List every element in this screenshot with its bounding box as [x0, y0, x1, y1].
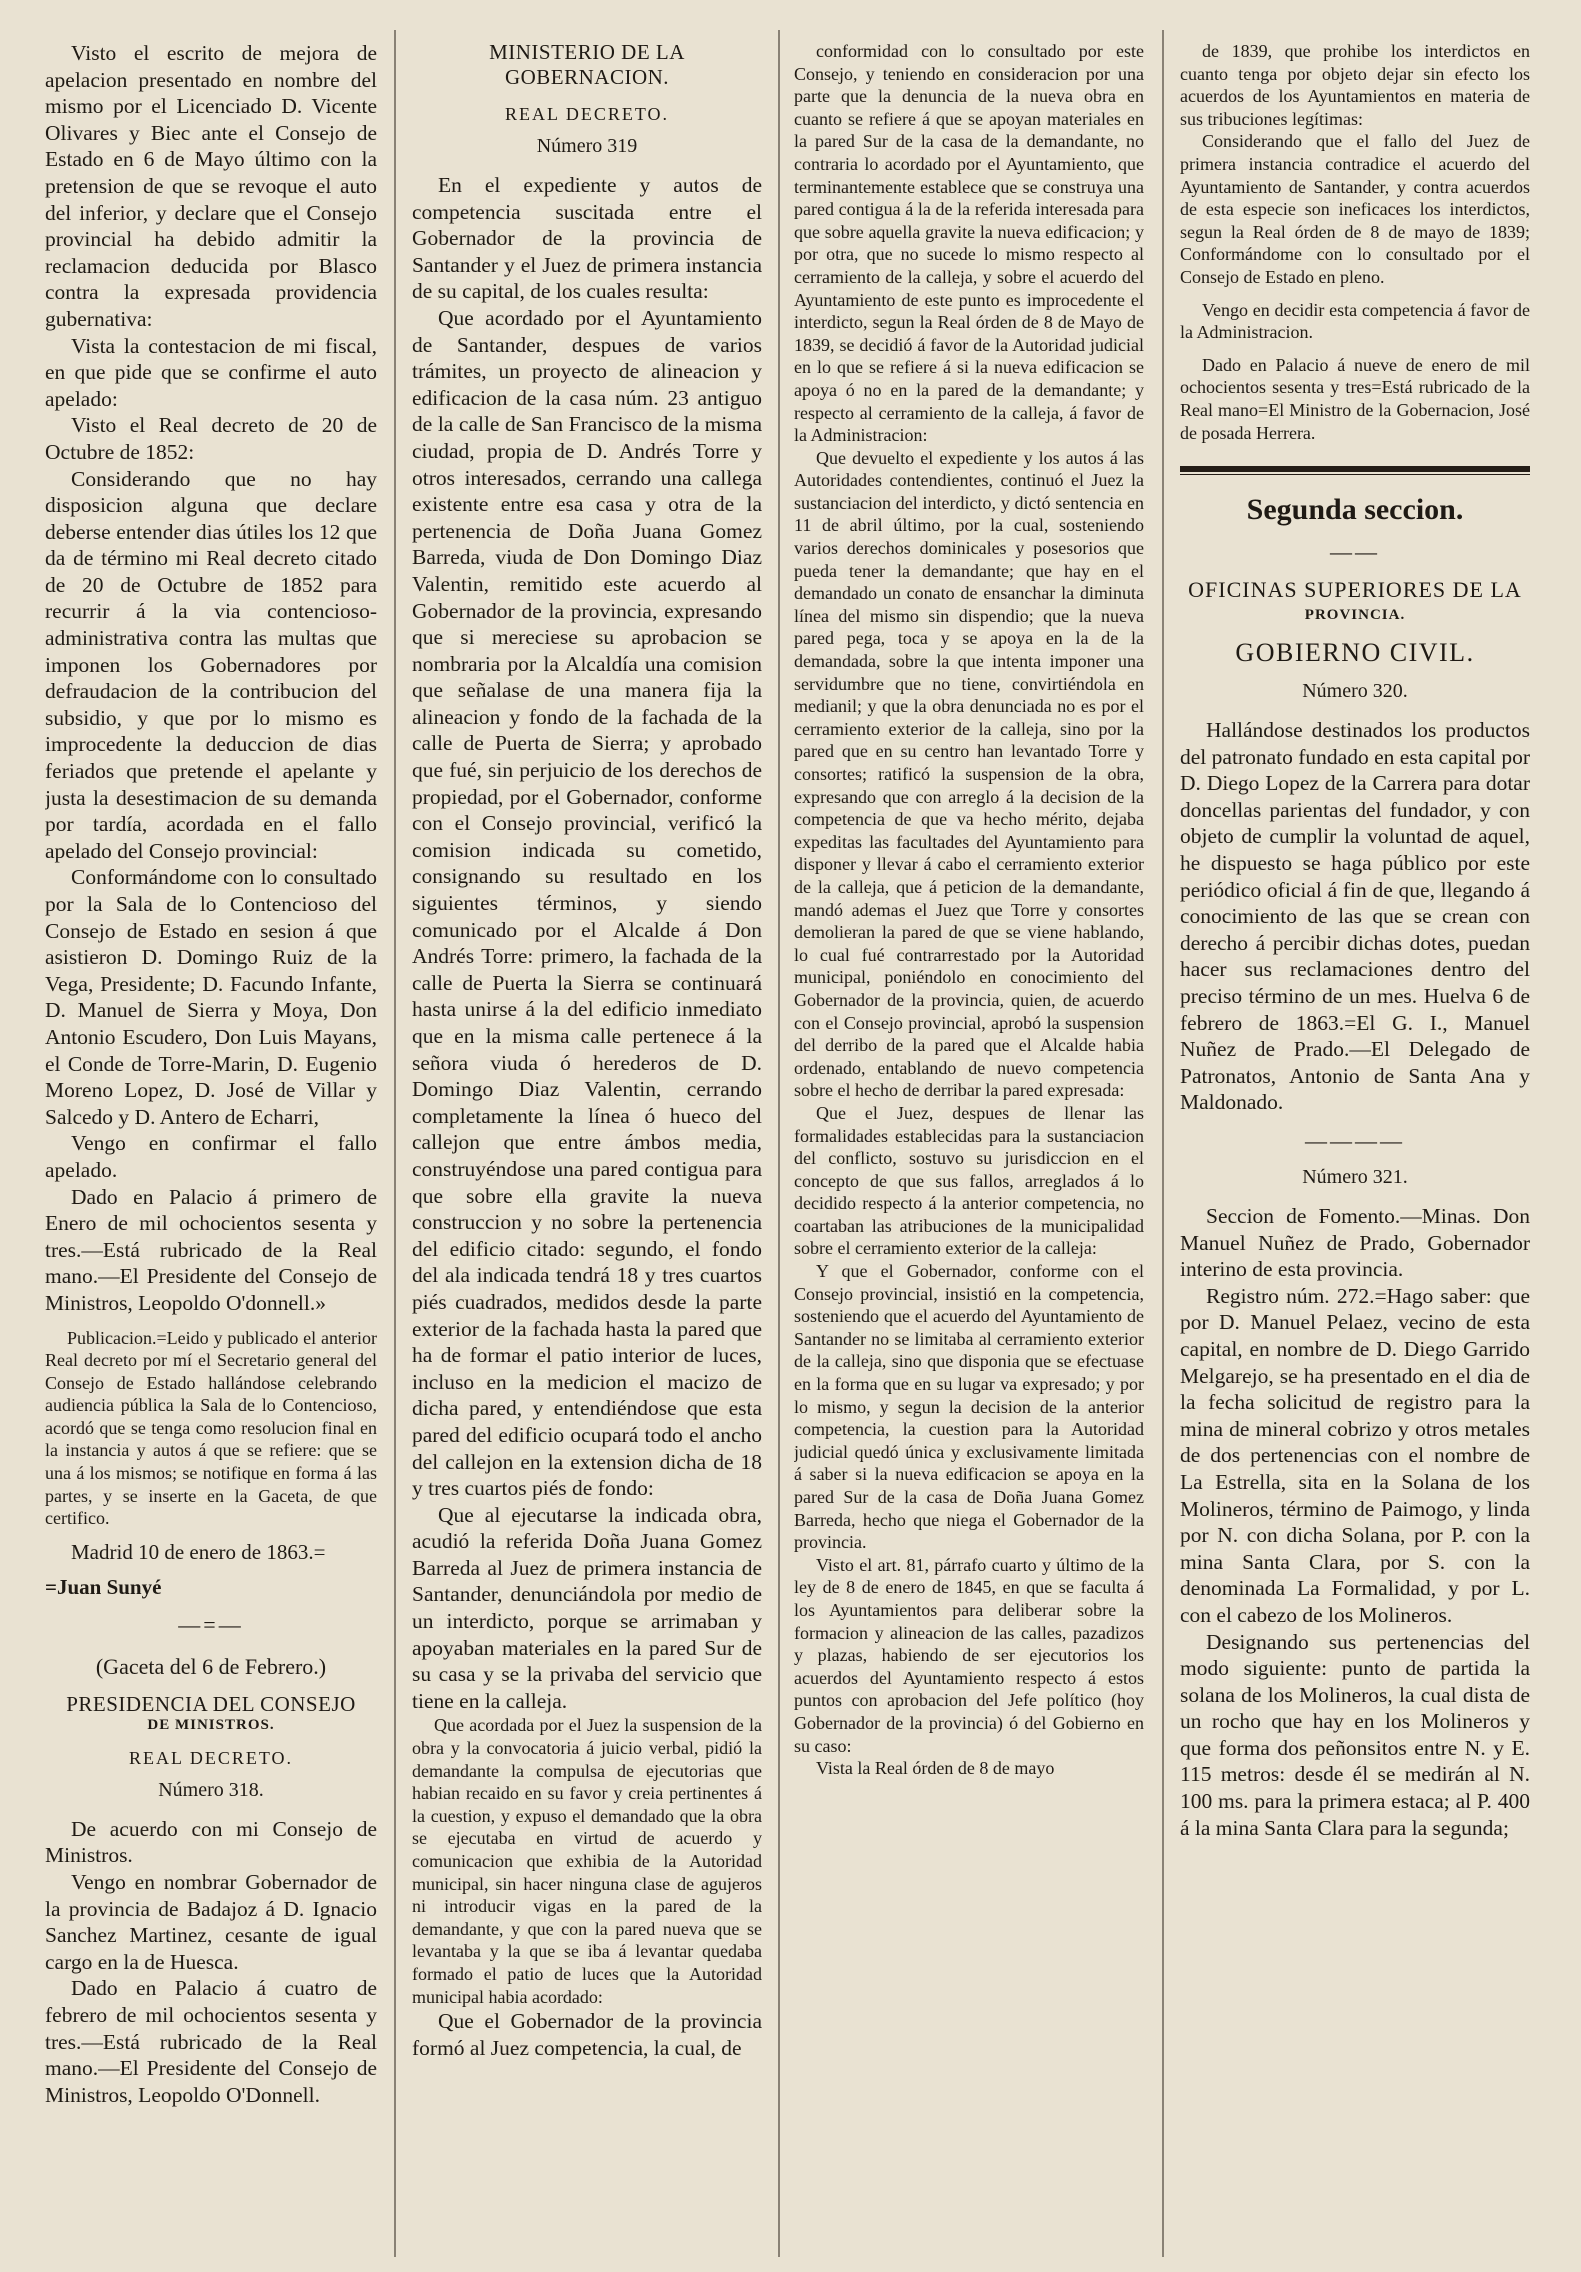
date-line: Madrid 10 de enero de 1863.= — [71, 1539, 326, 1564]
section-subheading: DE MINISTROS. — [147, 1716, 275, 1733]
paragraph: Vista la contestacion de mi fiscal, en que pide que se confirme el auto apelado: — [45, 333, 377, 411]
paragraph-small: de 1839, que prohibe los interdictos en cuanto tenga por objeto dejar sin efecto los acuerdos de los Ayuntamientos en materia de sus tribuciones legítimas: — [1180, 41, 1530, 129]
notice-number: Número 321. — [1302, 1166, 1408, 1188]
decree-heading: REAL DECRETO. — [505, 104, 669, 124]
paragraph: Considerando que no hay disposicion alguna que declare deberse entender dias útiles los 12 que da de término mi Real decreto citado de 20 de Octubre de 1852 para recurrir á la via contencioso-administrativa contra las multas que imponen los Gobernadores por defraudacion de la contribucion del subsidio, y que por lo mismo es improcedente la deduccion de dias feriados que pretende el apelante y justa la desestimacion de su demanda por tardía, acordada en el fallo apelado del Consejo provincial: — [45, 466, 377, 863]
gazette-date: (Gaceta del 6 de Febrero.) — [95, 1653, 327, 1679]
office-heading: OFICINAS SUPERIORES DE LA — [1188, 577, 1522, 603]
paragraph: Hallándose destinados los productos del patronato fundado en esta capital por D. Diego Lopez de la Carrera para dotar doncellas parientas del fundador, y con objeto de cumplir la voluntad de aquel, he dispuesto se haga público por este periódico oficial á fin de que, llegando á conocimiento de las que se crean con derecho á percibir dichas dotes, puedan hacer sus reclamaciones dentro del preciso término de un mes. Huelva 6 de febrero de 1863.=El G. I., Manuel Nuñez de Prado.—El Delegado de Patronatos, Antonio de Santa Ana y Maldonado. — [1180, 718, 1530, 1115]
paragraph: Registro núm. 272.=Hago saber: que por D. Manuel Pelaez, vecino de esta capital, en nombre de D. Diego Garrido Melgarejo, se ha presentado en el dia de la fecha solicitud de registro para la mina de mineral cobrizo y otros metales de dos pertenencias con el nombre de La Estrella, sita en la Solana de los Molineros, término de Paimogo, y linda por N. con dicha Solana, por P. con la mina Santa Clara, por S. con la denominada La Formalidad, y por L. con el cabezo de los Molineros. — [1180, 1283, 1530, 1627]
paragraph: Seccion de Fomento.—Minas. Don Manuel Nuñez de Prado, Gobernador interino de esta provincia. — [1180, 1204, 1530, 1282]
section-divider-thin — [1180, 474, 1530, 475]
government-heading: GOBIERNO CIVIL. — [1235, 638, 1475, 668]
section-title: Segunda seccion. — [1246, 493, 1464, 527]
paragraph: Que al ejecutarse la indicada obra, acudió la referida Doña Juana Gomez Barreda al Juez de primera instancia de Santander, denunciándola por medio de un interdicto, porque se arrimaban y apoyaban materiales en la pared Sur de su casa y se la privaba del servicio que tiene en la calleja. — [412, 1502, 762, 1713]
paragraph-small: conformidad con lo consultado por este Consejo, y teniendo en consideracion por una parte que la denuncia de la nueva obra en cuanto se refiere á que se apoyan materiales en la pared Sur de la casa de la demandante, no contraria lo acordado por el Ayuntamiento, que terminantemente establece que se construya una pared contigua á la de la referida interesada para que sobre aquella gravite la nueva edificacion; y por otra, que no sucede lo mismo respecto al cerramiento de la calleja, y sobre el acuerdo del Ayuntamiento de este punto es improcedente el interdicto, segun la Real órden de 8 de Mayo de 1839, se decidió á favor de la Autoridad judicial en lo que se refiere á si la nueva edificacion se apoya ó no en la pared de la demandante; y respecto al cerramiento de la calleja, á favor de la Administracion: — [794, 41, 1144, 446]
column-1 — [45, 40, 377, 2252]
column-rule — [1162, 30, 1164, 2257]
paragraph: Que el Gobernador de la provincia formó al Juez competencia, la cual, de — [412, 2009, 762, 2060]
section-heading: MINISTERIO DE LA GOBERNACION. — [489, 40, 685, 89]
paragraph: Vengo en confirmar el fallo apelado. — [45, 1131, 377, 1182]
column-rule — [778, 30, 780, 2257]
separator: —=— — [178, 1611, 244, 1637]
paragraph-small: Considerando que el fallo del Juez de primera instancia contradice el acuerdo del Ayuntamiento de Santander, y contra acuerdos de esta especie son ineficaces los interdictos, segun la Real órden de 8 de mayo de 1839; Conformándome con lo consultado por el Consejo de Estado en pleno. — [1180, 131, 1530, 287]
paragraph: Conformándome con lo consultado por la Sala de lo Contencioso del Consejo de Estado en sesion á que asistieron D. Domingo Ruiz de la Vega, Presidente; D. Facundo Infante, D. Manuel de Sierra y Moya, Don Antonio Escudero, Don Luis Mayans, el Conde de Torre-Marin, D. Eugenio Moreno Lopez, D. José de Villar y Salcedo y D. Antero de Echarri, — [45, 865, 377, 1129]
decree-number: Número 318. — [158, 1778, 264, 1801]
paragraph: En el expediente y autos de competencia suscitada entre el Gobernador de la provincia de Santander y el Juez de primera instancia de su capital, de los cuales resulta: — [412, 173, 762, 304]
paragraph-small: Visto el art. 81, párrafo cuarto y último de la ley de 8 de enero de 1845, en que se faculta á los Ayuntamientos para deliberar sobre la formacion y alineacion de las calles, pazadizos y plazas, habiendo de ser ejecutorios los acuerdos del Ayuntamiento respecto á estos puntos con aprobacion del Jefe político (hoy Gobernador de la provincia) ó del Gobierno en su caso: — [794, 1554, 1144, 1756]
paragraph: Designando sus pertenencias del modo siguiente: punto de partida la solana de los Molineros, la cual dista de un rocho que hay en los Molineros y que forma dos peñonsitos entre N. y E. 115 metros: desde él se medirán al N. 100 ms. para la primera estaca; al P. 400 á la mina Santa Clara para la segunda; — [1180, 1629, 1530, 1840]
paragraph: Dado en Palacio á primero de Enero de mil ochocientos sesenta y tres.—Está rubricado de la Real mano.—El Presidente del Consejo de Ministros, Leopoldo O'donnell.» — [45, 1184, 377, 1315]
separator: ———— — [1305, 1128, 1405, 1153]
separator: —— — [1330, 539, 1380, 565]
section-divider — [1180, 466, 1530, 472]
notice-number: Número 320. — [1302, 680, 1408, 703]
paragraph: Visto el Real decreto de 20 de Octubre de 1852: — [45, 413, 377, 464]
paragraph: Vengo en nombrar Gobernador de la provincia de Badajoz á D. Ignacio Sanchez Martinez, cesante de igual cargo en la de Huesca. — [45, 1870, 377, 1974]
paragraph-small: Vengo en decidir esta competencia á favor de la Administracion. — [1180, 299, 1530, 343]
paragraph-small: Y que el Gobernador, conforme con el Consejo provincial, insistió en la competencia, sosteniendo que el acuerdo del Ayuntamiento de Santander no se limitaba al cerramiento exterior de la calleja, sino que disponia que se efectuase en la forma que en su lugar va expresado; y por lo mismo, y segun la decision de la anterior competencia, la cuestion para la Autoridad judicial quedó única y exclusivamente limitada á saber si la nueva edificacion se apoya en la pared Sur de la casa de Doña Juana Gomez Barreda, hecho que niega el Gobernador de la provincia. — [794, 1261, 1144, 1553]
publication-note: Publicacion.=Leido y publicado el anterior Real decreto por mí el Secretario general del Consejo de Estado hallándose celebrando audiencia pública la Sala de lo Contencioso, acordó que se tenga como resolucion final en la instancia y autos á que se refiere: que se una á los mismos; se notifique en forma á las partes, y se inserte en la Gaceta, de que certifico. — [45, 1327, 377, 1529]
section-heading: PRESIDENCIA DEL CONSEJO — [66, 1691, 356, 1716]
paragraph-small: Que devuelto el expediente y los autos á las Autoridades contendientes, continuó el Juez la sustanciacion del interdicto, y dictó sentencia en 11 de abril último, por la cual, sosteniendo varios derechos dominicales y posesorios que pueda tener la demandante; que hay en el demandado un conato de ensanchar la diminuta línea del mismo sin dispendio; que la nueva pared pega, toca y se apoya en la de la demandada, sobre la que intenta imponer una servidumbre que no tiene, convirtiéndola en medianil; y que la obra denunciada no es por el cerramiento exterior de la calleja, sino por la pared que en su centro han levantado Torre y consortes; ratificó la suspension de la obra, expresando que con arreglo á la decision de la competencia de que va hecho mérito, dejaba expeditas las facultades del Ayuntamiento para disponer y llevar á cabo el cerramiento exterior de la calleja, que á peticion de la demandante, mandó ademas el Juez que Torre y consortes demolieran la pared de que se viene hablando, lo cual fué contrarrestado por la Autoridad municipal, poniéndolo en conocimiento del Gobernador de la provincia, quien, de acuerdo con el Consejo provincial, aprobó la suspension del derribo de la pared que el Alcalde habia ordenado, entablando de nuevo competencia sobre el hecho de derribar la pared expresada: — [794, 447, 1144, 1101]
paragraph-small: Que el Juez, despues de llenar las formalidades establecidas para la sustanciacion del conflicto, sostuvo su jurisdiccion en el concepto de que sus fallos, arreglados á lo decidido respecto á la anterior competencia, no coartaban las atribuciones de la municipalidad sobre el cerramiento exterior de la calleja: — [794, 1102, 1144, 1259]
paragraph: De acuerdo con mi Consejo de Ministros. — [45, 1816, 377, 1868]
paragraph: Dado en Palacio á cuatro de febrero de mil ochocientos sesenta y tres.—Está rubricado de la Real mano.—El Presidente del Consejo de Ministros, Leopoldo O'Donnell. — [45, 1976, 377, 2107]
paragraph: Visto el escrito de mejora de apelacion presentado en nombre del mismo por el Licenciado D. Vicente Olivares y Biec ante el Consejo de Estado en 6 de Mayo último con la pretension de que se revoque el auto del inferior, y declare que el Consejo provincial ha debido admitir la reclamacion deducida por Blasco contra la expresada providencia gubernativa: — [45, 41, 377, 331]
column-4 — [1180, 40, 1530, 2252]
decree-number: Número 319 — [536, 135, 638, 157]
column-3 — [794, 40, 1144, 2252]
paragraph-small: Vista la Real órden de 8 de mayo — [816, 1758, 1055, 1779]
paragraph-small: Que acordada por el Juez la suspension de la obra y la convocatoria á juicio verbal, pidió la demandante la compulsa de ejecutorias que habian recaido en su favor y creia pertinentes á la cuestion, y expuso el demandado que la obra se ejecutaba en virtud de acuerdo y comunicacion que exhibia de la Autoridad municipal, sin hacer ninguna clase de agujeros ni introducir vigas en la pared de la demandante, y que con la pared nueva que se levantaba y la que se iba á levantar quedaba formado el patio de luces que la Autoridad municipal habia acordado: — [412, 1715, 762, 2007]
paragraph: Que acordado por el Ayuntamiento de Santander, despues de varios trámites, un proyecto de alineacion y edificacion de la casa núm. 23 antiguo de la calle de San Francisco de la misma ciudad, propia de D. Andrés Torre y otros interesados, cerrando una callega existente entre esa casa y otra de la pertenencia de Doña Juana Gomez Barreda, viuda de Don Domingo Diaz Valentin, remitido este acuerdo al Gobernador de la provincia, expresando que si mereciese su aprobacion se nombraria por la Alcaldía una comision que señalase de una manera fija la alineacion y fondo de la fachada de la calle de Puerta de Sierra; y aprobado que fué, sin perjuicio de los derechos de propiedad, por el Gobernador, conforme con el Consejo provincial, verificó la comision indicada su cometido, consignando su resultado en los siguientes términos, y siendo comunicado por el Alcalde á Don Andrés Torre: primero, la fachada de la calle de Puerta la Sierra se continuará hasta unirse á la del edificio inmediato que en la misma calle pertenece á la señora viuda ó herederos de D. Domingo Diaz Valentin, cerrando completamente la línea ó hueco del callejon que entre ámbos media, construyéndose una pared contigua para que sobre ella gravite la nueva construccion y no sobre la pertenencia del edificio citado: segundo, el fondo del ala indicada tendrá 18 y tres cuartos piés cuadrados, medidos desde la parte exterior de la fachada hasta la pared que ha de formar el patio interior de luces, incluso en la medicion el macizo de dicha pared, y entendiéndose que esta pared del edificio ocupará todo el ancho del callejon en la extension dicha de 18 y tres cuartos piés de fondo: — [412, 305, 762, 1501]
paragraph-small: Dado en Palacio á nueve de enero de mil ochocientos sesenta y tres=Está rubricado de la Real mano=El Ministro de la Gobernacion, José de posada Herrera. — [1180, 354, 1530, 443]
column-2 — [412, 40, 762, 2252]
column-rule — [394, 30, 396, 2257]
decree-heading: REAL DECRETO. — [129, 1747, 293, 1768]
signature: =Juan Sunyé — [45, 1574, 162, 1599]
office-subheading: PROVINCIA. — [1304, 607, 1406, 624]
